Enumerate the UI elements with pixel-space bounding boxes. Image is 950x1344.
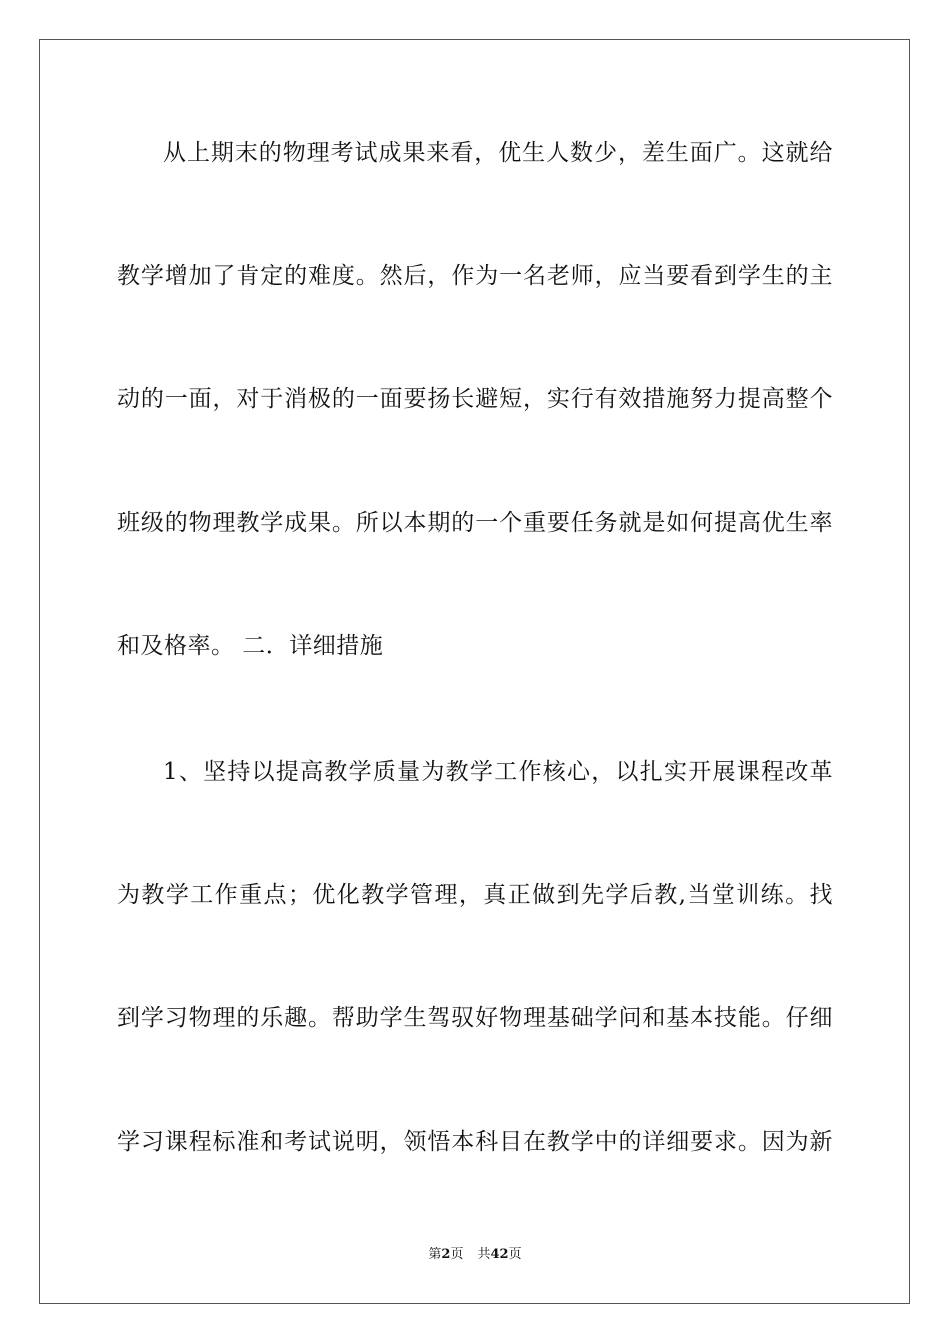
paragraph-line-4: 班级的物理教学成果。所以本期的一个重要任务就是如何提高优生率 [117, 510, 833, 536]
paragraph-line-3: 动的一面，对于消极的一面要扬长避短，实行有效措施努力提高整个 [117, 386, 833, 412]
page-total: 42 [490, 1247, 509, 1262]
paragraph-line-6: 1、坚持以提高教学质量为教学工作核心，以扎实开展课程改革 [163, 759, 833, 785]
total-suffix: 页 [508, 1247, 522, 1262]
page-prefix: 第 [428, 1247, 442, 1262]
page-frame [39, 39, 910, 1304]
page-current: 2 [441, 1247, 451, 1262]
paragraph-line-9: 学习课程标准和考试说明，领悟本科目在教学中的详细要求。因为新 [117, 1129, 833, 1155]
page-suffix: 页 [450, 1247, 464, 1262]
paragraph-line-7: 为教学工作重点；优化教学管理，真正做到先学后教,当堂训练。找 [117, 882, 833, 908]
paragraph-line-2: 教学增加了肯定的难度。然后，作为一名老师，应当要看到学生的主 [117, 263, 833, 289]
page-footer [0, 1246, 950, 1264]
paragraph-line-8: 到学习物理的乐趣。帮助学生驾驭好物理基础学问和基本技能。仔细 [117, 1005, 833, 1031]
paragraph-line-1: 从上期末的物理考试成果来看，优生人数少，差生面广。这就给 [163, 140, 833, 166]
total-prefix: 共 [477, 1247, 491, 1262]
paragraph-line-5: 和及格率。 二．详细措施 [117, 633, 384, 659]
